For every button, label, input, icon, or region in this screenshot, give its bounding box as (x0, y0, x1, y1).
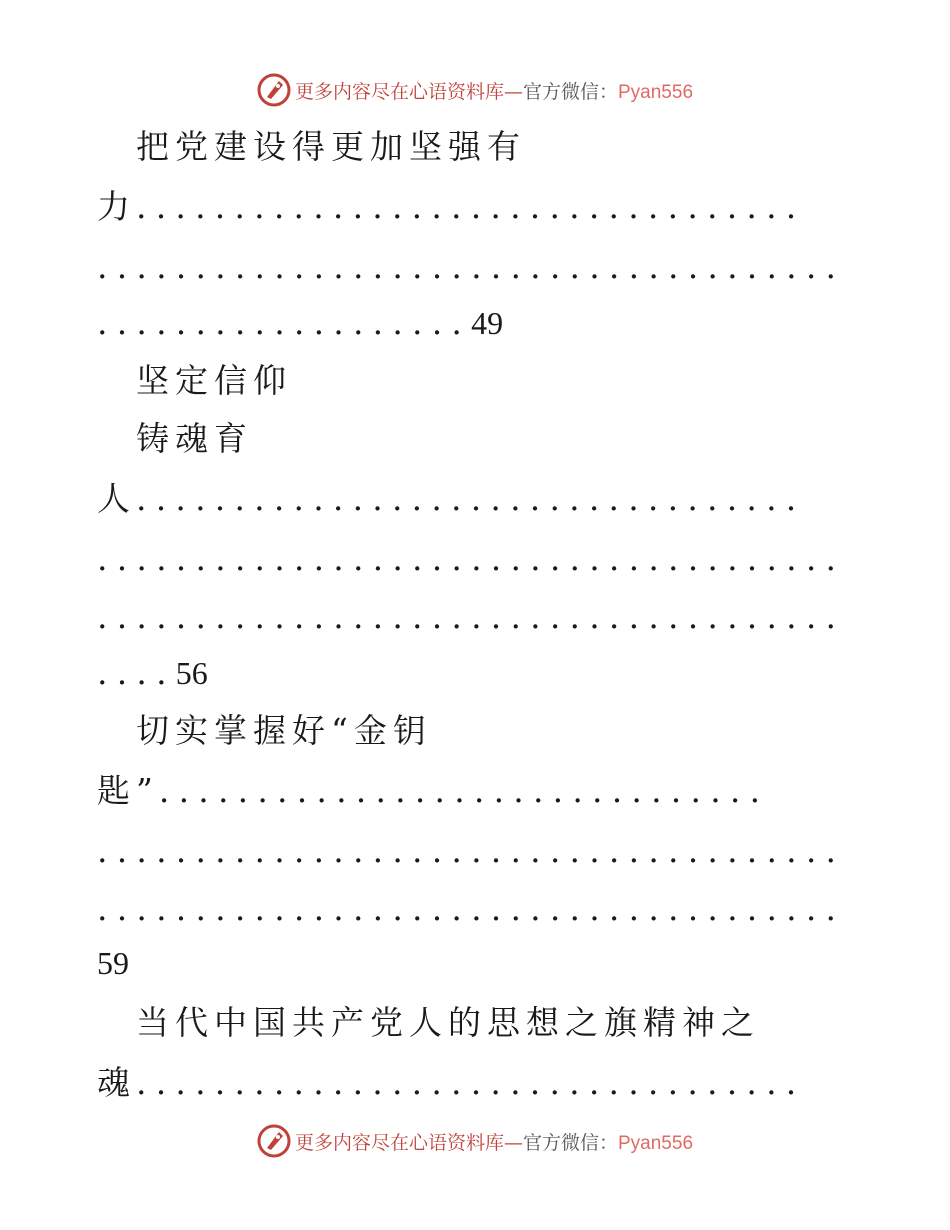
banner-wechat-id: Pyan556 (618, 81, 694, 103)
toc-entry-1-title: 把党建设得更加坚强有 (136, 127, 526, 166)
header-watermark (0, 70, 950, 110)
dot-leader: ...................................... (97, 597, 846, 636)
footer-watermark (0, 1121, 950, 1161)
dot-leader: .... (97, 653, 176, 692)
toc-entry-2-page-line (97, 644, 857, 702)
dot-leader: ............................... (158, 771, 770, 810)
toc-entry-2-page: 56 (175, 655, 208, 691)
toc-entry-2-tail: 人 (97, 479, 136, 518)
toc-entry-4-title: 当代中国共产党人的思想之旗精神之 (136, 1003, 760, 1042)
toc-entry-3-page: 59 (97, 945, 129, 981)
banner-dash: — (503, 1131, 523, 1154)
banner-site: 更多内容尽在心语资料库 (294, 80, 504, 103)
banner-dash: — (503, 80, 523, 103)
toc-entry-3-title: 切实掌握好“金钥 (136, 711, 432, 750)
dot-leader: ...................................... (97, 247, 846, 286)
dot-leader: ...................................... (97, 831, 846, 870)
banner-wechat-id: Pyan556 (618, 1132, 694, 1154)
pen-nib-logo-icon (257, 73, 291, 107)
banner-text (295, 1128, 693, 1155)
banner-text (295, 77, 693, 104)
pen-nib-logo-icon (257, 1124, 291, 1158)
toc-entry-4-leader-line (97, 1054, 857, 1112)
toc-entry-1-page: 49 (471, 305, 504, 341)
toc-entry-3-leader-line (97, 762, 857, 820)
toc-entry-2-title: 坚定信仰 (136, 361, 292, 400)
toc-entry-3-tail: 匙” (97, 771, 159, 810)
dot-leader: ...................................... (97, 889, 846, 928)
dot-leader: ................... (97, 303, 472, 342)
dot-leader: .................................. (136, 187, 806, 226)
toc-entry-1-tail: 力 (97, 187, 136, 226)
dot-leader: ...................................... (97, 539, 846, 578)
toc-entry-1-page-line (97, 294, 857, 352)
banner-site: 更多内容尽在心语资料库 (294, 1131, 504, 1154)
toc-entry-2-title-cont: 铸魂育 (136, 419, 253, 458)
dot-leader: .................................. (136, 1063, 806, 1102)
toc-entry-2-leader-line (97, 470, 857, 528)
banner-wechat-label: 官方微信： (522, 1131, 618, 1154)
dot-leader: .................................. (136, 479, 806, 518)
banner-wechat-label: 官方微信： (522, 80, 618, 103)
toc-entry-4-tail: 魂 (97, 1063, 136, 1102)
toc-entry-1-leader-line (97, 178, 857, 236)
